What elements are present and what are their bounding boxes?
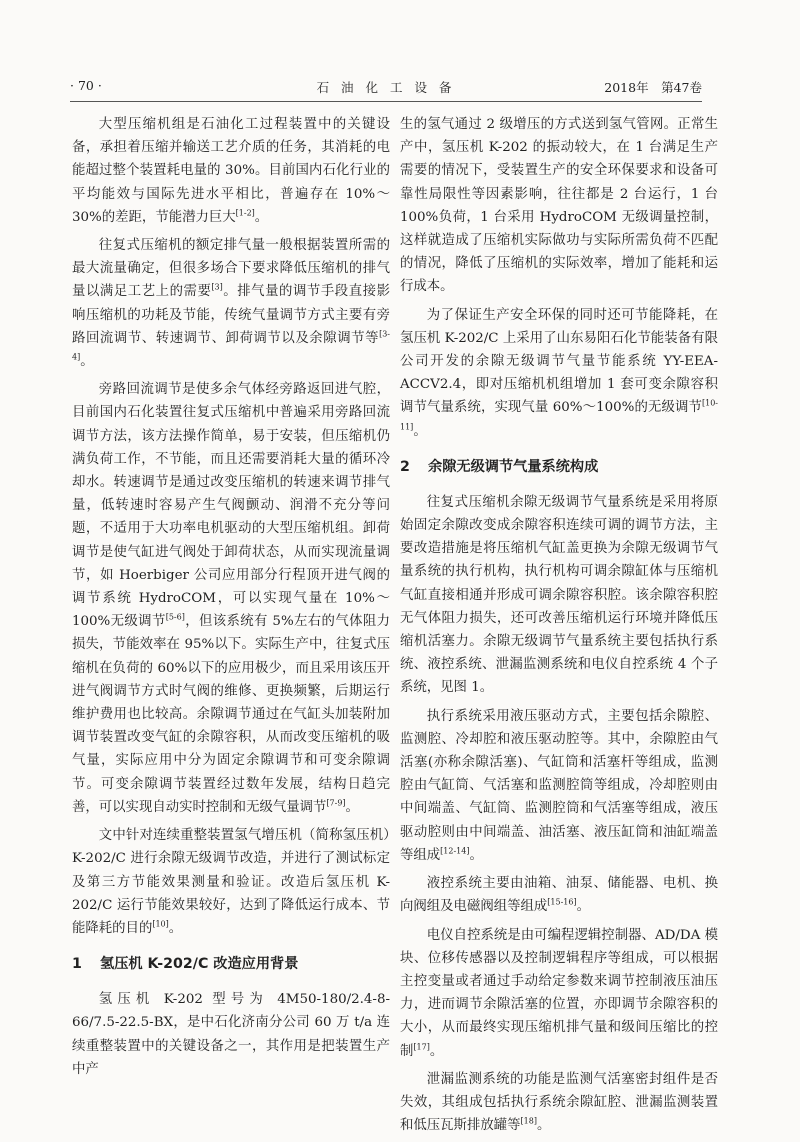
page-number: · 70 · (70, 78, 102, 93)
citation: [3] (211, 282, 223, 292)
volume-info: 2018年 第47卷 (604, 80, 702, 95)
journal-title: 石 油 化 工 设 备 (316, 80, 456, 95)
paragraph: 往复式压缩机余隙无级调节气量系统是采用将原始固定余隙改变成余隙容积连续可调的调节方法，主要改造措施是将压缩机气缸盖更换为余隙无级调节气量系统的执行机构，执行机构可调余隙缸体与压缩机气缸直接相通并形成可调余隙容积腔。该余隙容积腔无气体阻力损失，还可改善压缩机运行环境并降低压缩机活塞力。余隙无级调节气量系统主要包括执行系统、液控系统、泄漏监测系统和电仪自控系统 4 个子系统，见图 1。 (400, 494, 718, 696)
paragraph: 文中针对连续重整装置氢气增压机（简称氢压机）K-202/C 进行余隙无级调节改造，并进行了测试标定及第三方节能效果测量和验证。改造后氢压机 K-202/C 运行节能效果较好，达到了降低运行成本、节能降耗的目的[10]。 (72, 828, 390, 936)
paragraph: 生的氢气通过 2 级增压的方式送到氢气管网。正常生产中，氢压机 K-202 的振动较大，在 1 台满足生产需要的情况下，受装置生产的安全环保要求和设备可靠性局限性等因素影响，往往都是 2 台运行，1 台 100%负荷，1 台采用 HydroCOM 无级调量控制，这样就造成了压缩机实际做功与实际所需负荷不匹配的情况，降低了压缩机的实际效率，增加了能耗和运行成本。 (400, 117, 718, 295)
citation: [3-4] (72, 329, 390, 362)
citation: [17] (413, 1042, 430, 1052)
citation: [1-2] (235, 208, 255, 218)
paragraph: 液控系统主要由油箱、油泵、储能器、电机、换向阀组及电磁阀组等组成[15-16]。 (400, 876, 718, 915)
paragraph: 执行系统采用液压驱动方式，主要包括余隙腔、监测腔、冷却腔和液压驱动腔等。其中，余隙腔由气活塞(亦称余隙活塞)、气缸筒和活塞杆等组成，监测腔由气缸筒、气活塞和监测腔筒等组成，冷却腔则由中间端盖、气缸筒、监测腔筒和气活塞等组成，液压驱动腔则由中间端盖、油活塞、液压缸筒和油缸端盖等组成[12-14]。 (400, 708, 718, 863)
section-heading: 2 余隙无级调节气量系统构成 (400, 458, 599, 475)
page-header (70, 78, 702, 98)
section-heading: 1 氢压机 K-202/C 改造应用背景 (72, 956, 299, 973)
paragraph: 泄漏监测系统的功能是监测气活塞密封组件是否失效，其组成包括执行系统余隙缸腔、泄漏监测装置和低压瓦斯排放罐等[18]。 (400, 1071, 718, 1134)
left-column (72, 113, 390, 1086)
right-column (400, 113, 718, 1142)
paragraph: 大型压缩机组是石油化工过程装置中的关键设备，承担着压缩并输送工艺介质的任务，其消耗的电能超过整个装置耗电量的 30%。目前国内石化行业的平均能效与国际先进水平相比，普遍存在 10%～30%的差距，节能潜力巨大[1-2]。 (72, 117, 390, 225)
citation: [7-9] (326, 798, 346, 808)
header-rule (70, 101, 702, 102)
citation: [5-6] (165, 612, 185, 622)
paragraph: 氢压机 K-202 型号为 4M50-180/2.4-8-66/7.5-22.5-BX，是中石化济南分公司 60 万 t/a 连续重整装置中的关键设备之一，其作用是把装置生产中产 (72, 992, 390, 1077)
paragraph: 电仪自控系统是由可编程逻辑控制器、AD/DA 模块、位移传感器以及控制逻辑程序等组成，可以根据主控变量或者通过手动给定参数来调节控制液压油压力，进而调节余隙活塞的位置，亦即调节余隙容积的大小，从而最终实现压缩机排气量和级间压缩比的控制[17]。 (400, 927, 718, 1059)
citation: [10] (152, 919, 169, 929)
paragraph: 往复式压缩机的额定排气量一般根据装置所需的最大流量确定，但很多场合下要求降低压缩机的排气量以满足工艺上的需要[3]。排气量的调节手段直接影响压缩机的功耗及节能，传统气量调节方式主要有旁路回流调节、转速调节、卸荷调节以及余隙调节等[3-4]。 (72, 238, 391, 370)
paragraph: 旁路回流调节是使多余气体经旁路返回进气腔，目前国内石化装置往复式压缩机中普遍采用旁路回流调节方法，该方法操作简单，易于安装，但压缩机仍满负荷工作，不节能，而且还需要消耗大量的循环冷却水。转速调节是通过改变压缩机的转速来调节排气量，低转速时容易产生气阀颤动、润滑不充分等问题，不适用于大功率电机驱动的大型压缩机组。卸荷调节是使气缸进气阀处于卸荷状态，从而实现流量调节，如 Hoerbiger 公司应用部分行程顶开进气阀的调节系统 HydroCOM，可以实现气量在 10%～100%无级调节[5-6]，但该系统有 5%左右的气体阻力损失，节能效率在 95%以下。实际生产中，往复式压缩机在负荷的 60%以下的应用极少，而且采用该压开进气阀调节方式时气阀的维修、更换频繁，后期运行维护费用也比较高。余隙调节通过在气缸头加装附加调节装置改变气缸的余隙容积，从而改变压缩机的吸气量，实际应用中分为固定余隙调节和可变余隙调节。可变余隙调节装置经过数年发展，结构日趋完善，可以实现自动实时控制和无级气量调节[7-9]。 (72, 382, 390, 815)
paragraph: 为了保证生产安全环保的同时还可节能降耗，在氢压机 K-202/C 上采用了山东易阳石化节能装备有限公司开发的余隙无级调节气量节能系统 YY-EEA-ACCV2.4，即对压缩机机组增加 1 套可变余隙容积调节气量系统，实现气量 60%～100%的无级调节[10-11]。 (400, 307, 718, 439)
citation: [10-11] (400, 398, 718, 432)
citation: [15-16] (547, 897, 577, 907)
citation: [18] (520, 1116, 537, 1126)
citation: [12-14] (440, 846, 470, 856)
